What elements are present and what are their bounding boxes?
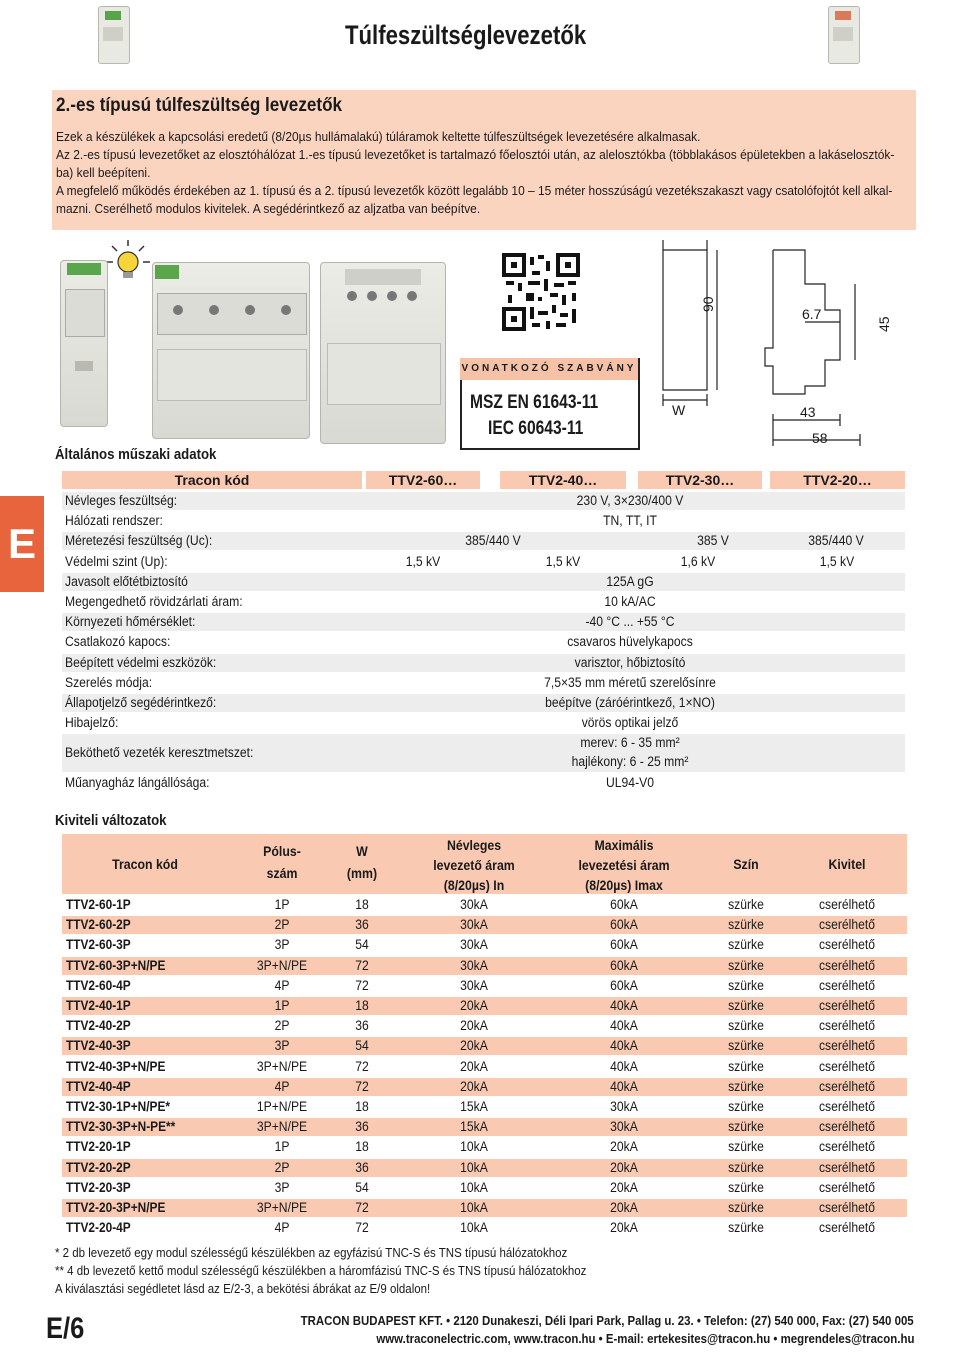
standard-label: VONATKOZÓ SZABVÁNY <box>460 358 638 380</box>
variants-header-max: (8/20µs) Imax <box>585 877 663 893</box>
footer-contacts: www.traconelectric.com, www.tracon.hu • E-mail: ertekesites@tracon.hu • megrendeles@tracon.hu <box>375 1331 914 1346</box>
general-row-value: 1,6 kV <box>680 553 716 569</box>
variant-cell: 3P <box>274 937 290 953</box>
variants-header-max: levezetési áram <box>578 857 670 873</box>
variants-header <box>62 834 907 894</box>
variant-cell: 20kA <box>610 1159 638 1175</box>
intro-line: Ezek a készülékek a kapcsolási eredetű (8/20µs hullámalakú) túláramok keltette túlfeszültségek levezetésére alkalmasak. <box>56 129 701 144</box>
variant-cell: szürke <box>728 897 764 912</box>
variant-code: TTV2-20-3P+N/PE <box>66 1200 166 1215</box>
general-header-col: TTV2-30… <box>638 471 762 489</box>
table-row <box>62 1118 907 1136</box>
variant-cell: szürke <box>728 998 764 1013</box>
qr-code <box>502 253 580 331</box>
general-row-label: Csatlakozó kapocs: <box>65 634 171 650</box>
general-row-value: 385 V <box>697 533 729 549</box>
page-number: E/6 <box>46 1312 85 1345</box>
variant-code: TTV2-60-1P <box>66 897 131 912</box>
table-row <box>62 1037 907 1055</box>
variant-code: TTV2-60-4P <box>66 977 131 993</box>
general-row-label: Beépített védelmi eszközök: <box>65 654 217 670</box>
general-row <box>62 532 905 550</box>
variant-cell: cserélhető <box>818 1099 876 1114</box>
general-row <box>62 654 905 672</box>
product-image-3p-npe <box>320 262 446 444</box>
variant-cell: 36 <box>355 1119 369 1135</box>
variant-cell: 40kA <box>610 1038 638 1054</box>
intro-line: A megfelelő működés érdekében az 1. típusú és a 2. típusú levezetők között legalább 10 – 15 méter hosszúságú vezetékszakaszt vagy csatolófojtót kell alkal- <box>56 183 893 198</box>
variants-header-max: Maximális <box>594 837 654 853</box>
variant-cell: 54 <box>355 1179 369 1195</box>
table-row <box>62 1017 907 1035</box>
variant-cell: 30kA <box>610 1099 638 1114</box>
variant-cell: 72 <box>355 977 369 993</box>
variant-cell: 20kA <box>610 1220 638 1236</box>
section-tab: E <box>0 496 44 592</box>
variant-code: TTV2-40-3P+N/PE <box>66 1058 166 1074</box>
variants-header-w: (mm) <box>346 865 378 881</box>
general-row-label: Hálózati rendszer: <box>65 513 163 529</box>
variant-cell: szürke <box>728 1200 764 1215</box>
variant-cell: 10kA <box>460 1159 488 1175</box>
intro-line: ba) kell beépíteni. <box>56 165 151 180</box>
general-row-value: -40 °C ... +55 °C <box>585 614 675 630</box>
variant-cell: 60kA <box>610 917 638 933</box>
variant-cell: 60kA <box>610 977 638 993</box>
general-row-value: csavaros hüvelykapocs <box>567 634 693 650</box>
variant-cell: 20kA <box>610 1179 638 1195</box>
variants-header-poles: szám <box>266 865 298 881</box>
general-row-value: 10 kA/AC <box>604 594 656 609</box>
variant-cell: 40kA <box>610 1078 638 1094</box>
variant-cell: cserélhető <box>818 897 876 912</box>
variant-cell: 36 <box>355 1018 369 1034</box>
variant-cell: 15kA <box>460 1119 488 1135</box>
variant-cell: 30kA <box>460 977 488 993</box>
variant-cell: 60kA <box>610 937 638 953</box>
variant-cell: cserélhető <box>818 1058 876 1074</box>
general-row-label: Hibajelző: <box>65 715 119 731</box>
variants-header-w: W <box>356 843 368 859</box>
table-row <box>62 1159 907 1177</box>
lightbulb-icon <box>104 238 152 282</box>
intro-heading: 2.-es típusú túlfeszültség levezetők <box>56 95 343 116</box>
variant-cell: 3P+N/PE <box>256 1200 308 1215</box>
general-row-value: vörös optikai jelző <box>581 715 679 731</box>
intro-line: Az 2.-es típusú levezetőket az elosztóhálózat 1.-es típusú levezetőket is tartalmazó főelosztói után, az alelosztókba (többlakásos épületekben a lakáselosztók- <box>56 147 895 162</box>
table-row <box>62 1219 907 1237</box>
general-row <box>62 492 905 510</box>
general-row <box>62 734 905 772</box>
variant-cell: cserélhető <box>818 1220 876 1236</box>
general-row-value: 1,5 kV <box>405 553 441 569</box>
variant-cell: 20kA <box>460 1038 488 1054</box>
general-row-value: UL94-V0 <box>606 775 654 790</box>
variant-cell: cserélhető <box>818 937 876 953</box>
variant-cell: 18 <box>355 897 369 912</box>
general-row-label: Megengedhető rövidzárlati áram: <box>65 594 243 609</box>
variant-cell: 3P <box>274 1179 290 1195</box>
variant-cell: 3P <box>274 1038 290 1054</box>
variant-cell: 10kA <box>460 1139 488 1155</box>
variant-cell: 10kA <box>460 1220 488 1236</box>
variant-cell: 20kA <box>610 1200 638 1215</box>
general-row-label: Méretezési feszültség (Uc): <box>65 533 213 549</box>
variant-cell: 18 <box>355 1099 369 1114</box>
general-row <box>62 573 905 591</box>
variant-cell: szürke <box>728 1139 764 1155</box>
variant-cell: 4P <box>274 977 290 993</box>
variant-cell: 3P+N/PE <box>256 1058 308 1074</box>
variant-cell: 20kA <box>460 1058 488 1074</box>
variant-code: TTV2-60-3P+N/PE <box>66 957 166 973</box>
variant-cell: 36 <box>355 917 369 933</box>
variant-cell: 72 <box>355 1078 369 1094</box>
general-row-value: beépítve (záróérintkező, 1×NO) <box>545 695 715 710</box>
variant-cell: 30kA <box>460 957 488 973</box>
variant-cell: 30kA <box>460 937 488 953</box>
variant-cell: cserélhető <box>818 998 876 1013</box>
product-thumbnail-left <box>98 6 130 64</box>
variants-header-color: Szín <box>733 856 759 872</box>
variant-cell: szürke <box>728 1179 764 1195</box>
variant-cell: szürke <box>728 917 764 933</box>
variant-cell: 1P+N/PE <box>256 1099 308 1114</box>
variants-title: Kiviteli változatok <box>55 812 167 829</box>
variant-cell: 4P <box>274 1220 290 1236</box>
general-row <box>62 553 905 571</box>
variant-code: TTV2-30-1P+N/PE* <box>66 1099 170 1114</box>
variant-cell: cserélhető <box>818 917 876 933</box>
general-row-label: Szerelés módja: <box>65 674 153 690</box>
variant-cell: 54 <box>355 1038 369 1054</box>
variant-cell: 2P <box>274 917 290 933</box>
variants-header-code: Tracon kód <box>112 856 178 872</box>
footer-address: TRACON BUDAPEST KFT. • 2120 Dunakeszi, Déli Ipari Park, Pallag u. 23. • Telefon: (27) 540 000, Fax: (27) 540 005 <box>300 1313 914 1328</box>
variant-cell: 30kA <box>460 897 488 912</box>
general-row <box>62 774 905 792</box>
variants-header-nominal: (8/20µs) In <box>443 877 505 893</box>
variant-cell: 72 <box>355 1200 369 1215</box>
table-row <box>62 977 907 995</box>
variant-cell: cserélhető <box>818 1179 876 1195</box>
general-row-value: 230 V, 3×230/400 V <box>576 493 684 508</box>
variant-cell: cserélhető <box>818 957 876 973</box>
variant-code: TTV2-40-3P <box>66 1038 131 1054</box>
variant-cell: szürke <box>728 1220 764 1236</box>
variant-code: TTV2-60-3P <box>66 937 131 953</box>
variant-cell: 1P <box>274 1139 290 1155</box>
variant-code: TTV2-30-3P+N-PE** <box>66 1119 176 1135</box>
table-row <box>62 1199 907 1217</box>
general-header-col: TTV2-60… <box>366 471 480 489</box>
variant-cell: 1P <box>274 998 290 1013</box>
variant-code: TTV2-20-1P <box>66 1139 131 1155</box>
variant-cell: 54 <box>355 937 369 953</box>
general-row-label: Környezeti hőmérséklet: <box>65 614 196 630</box>
product-image-1p <box>60 260 108 427</box>
dim-width: W <box>672 402 686 418</box>
product-thumbnail-right <box>828 6 860 64</box>
table-row <box>62 896 907 914</box>
variant-cell: szürke <box>728 1078 764 1094</box>
general-row-value: merev: 6 - 35 mm² <box>580 735 680 750</box>
dim-d2: 58 <box>812 430 828 446</box>
general-row <box>62 633 905 651</box>
variant-code: TTV2-40-4P <box>66 1078 131 1094</box>
page-title: Túlfeszültséglevezetők <box>345 20 587 50</box>
variant-cell: szürke <box>728 977 764 993</box>
variant-cell: 60kA <box>610 897 638 912</box>
general-row-label: Javasolt előtétbiztosító <box>65 573 188 589</box>
general-row-value: 385/440 V <box>808 533 864 549</box>
variant-cell: cserélhető <box>818 1038 876 1054</box>
general-title: Általános műszaki adatok <box>55 446 217 463</box>
general-row-label: Műanyagház lángállósága: <box>65 775 210 790</box>
variant-cell: 18 <box>355 1139 369 1155</box>
general-header-code: Tracon kód <box>62 471 362 489</box>
variant-cell: 72 <box>355 1058 369 1074</box>
general-row <box>62 714 905 732</box>
variant-cell: 72 <box>355 1220 369 1236</box>
general-row <box>62 694 905 712</box>
footnote: * 2 db levezető egy modul szélességű készülékben az egyfázisú TNC-S és TNS típusú hálózatokhoz <box>55 1246 568 1260</box>
variant-code: TTV2-40-1P <box>66 998 131 1013</box>
intro-panel <box>52 90 916 230</box>
variant-cell: szürke <box>728 1099 764 1114</box>
variant-cell: 10kA <box>460 1200 488 1215</box>
general-row-value: TN, TT, IT <box>603 513 657 529</box>
general-row <box>62 613 905 631</box>
variant-code: TTV2-20-3P <box>66 1179 131 1195</box>
general-row-value: varisztor, hőbiztosító <box>574 654 686 670</box>
general-row <box>62 674 905 692</box>
general-row-value: 1,5 kV <box>819 553 855 569</box>
variant-cell: 60kA <box>610 957 638 973</box>
variant-cell: 30kA <box>460 917 488 933</box>
variant-code: TTV2-40-2P <box>66 1018 131 1034</box>
variant-cell: cserélhető <box>818 1139 876 1155</box>
general-row-label: Állapotjelző segédérintkező: <box>65 695 217 710</box>
variant-cell: 72 <box>355 957 369 973</box>
variant-cell: szürke <box>728 1159 764 1175</box>
variant-cell: cserélhető <box>818 1078 876 1094</box>
variant-cell: 20kA <box>460 1018 488 1034</box>
variant-cell: cserélhető <box>818 977 876 993</box>
variant-cell: 18 <box>355 998 369 1013</box>
general-row-value: 1,5 kV <box>545 553 581 569</box>
table-row <box>62 1098 907 1116</box>
variant-cell: cserélhető <box>818 1018 876 1034</box>
variant-cell: 40kA <box>610 1018 638 1034</box>
variant-cell: 15kA <box>460 1099 488 1114</box>
variant-cell: 4P <box>274 1078 290 1094</box>
standard-line: IEC 60643-11 <box>488 418 584 439</box>
variant-cell: 40kA <box>610 998 638 1013</box>
variant-cell: szürke <box>728 1058 764 1074</box>
table-row <box>62 1058 907 1076</box>
general-row-label: Névleges feszültség: <box>65 493 178 508</box>
variant-cell: 2P <box>274 1159 290 1175</box>
general-row-label: Védelmi szint (Up): <box>65 553 168 569</box>
dim-d1: 43 <box>800 404 816 420</box>
variant-cell: 1P <box>274 897 290 912</box>
general-row-value: hajlékony: 6 - 25 mm² <box>571 754 689 769</box>
variants-header-type: Kivitel <box>828 856 866 872</box>
variants-header-nominal: Névleges <box>446 837 502 853</box>
footnote: A kiválasztási segédletet lásd az E/2-3, a bekötési ábrákat az E/9 oldalon! <box>55 1282 431 1296</box>
product-image-4p <box>152 262 310 439</box>
general-header-col: TTV2-20… <box>770 471 905 489</box>
variant-cell: 3P+N/PE <box>256 1119 308 1135</box>
variant-cell: szürke <box>728 937 764 953</box>
table-row <box>62 1078 907 1096</box>
general-header-col: TTV2-40… <box>500 471 626 489</box>
general-row <box>62 512 905 530</box>
table-row <box>62 997 907 1015</box>
general-row <box>62 593 905 611</box>
general-row-value: 125A gG <box>606 573 654 589</box>
variant-code: TTV2-20-2P <box>66 1159 131 1175</box>
dim-height: 90 <box>700 296 716 312</box>
general-row-value: 7,5×35 mm méretű szerelősínre <box>544 674 716 690</box>
dim-side: 45 <box>876 316 892 332</box>
dim-depth: 6.7 <box>802 306 822 322</box>
table-row <box>62 936 907 954</box>
variant-cell: 20kA <box>460 1078 488 1094</box>
variant-cell: 3P+N/PE <box>256 957 308 973</box>
table-row <box>62 1138 907 1156</box>
variant-code: TTV2-20-4P <box>66 1220 131 1236</box>
variant-cell: 36 <box>355 1159 369 1175</box>
table-row <box>62 916 907 934</box>
variant-cell: szürke <box>728 1018 764 1034</box>
variants-header-nominal: levezető áram <box>433 857 515 873</box>
variant-cell: 40kA <box>610 1058 638 1074</box>
footnote: ** 4 db levezető kettő modul szélességű készülékben a háromfázisú TNC-S és TNS típusú hálózatokhoz <box>55 1264 587 1278</box>
variant-cell: cserélhető <box>818 1119 876 1135</box>
variant-cell: 10kA <box>460 1179 488 1195</box>
dimension-drawing <box>655 240 905 455</box>
variant-cell: szürke <box>728 1038 764 1054</box>
variant-cell: cserélhető <box>818 1200 876 1215</box>
table-row <box>62 957 907 975</box>
variant-cell: 20kA <box>610 1139 638 1155</box>
table-row <box>62 1179 907 1197</box>
variants-header-poles: Pólus- <box>263 843 301 859</box>
general-row-label: Beköthető vezeték keresztmetszet: <box>65 745 254 760</box>
variant-code: TTV2-60-2P <box>66 917 131 933</box>
intro-line: mazni. Cserélhető modulos kivitelek. A segédérintkező az aljzatba van beépítve. <box>56 201 481 216</box>
variant-cell: cserélhető <box>818 1159 876 1175</box>
variant-cell: 2P <box>274 1018 290 1034</box>
variant-cell: 20kA <box>460 998 488 1013</box>
general-row-value: 385/440 V <box>465 533 521 549</box>
standard-line: MSZ EN 61643-11 <box>470 392 599 413</box>
variant-cell: szürke <box>728 1119 764 1135</box>
variant-cell: szürke <box>728 957 764 973</box>
variant-cell: 30kA <box>610 1119 638 1135</box>
